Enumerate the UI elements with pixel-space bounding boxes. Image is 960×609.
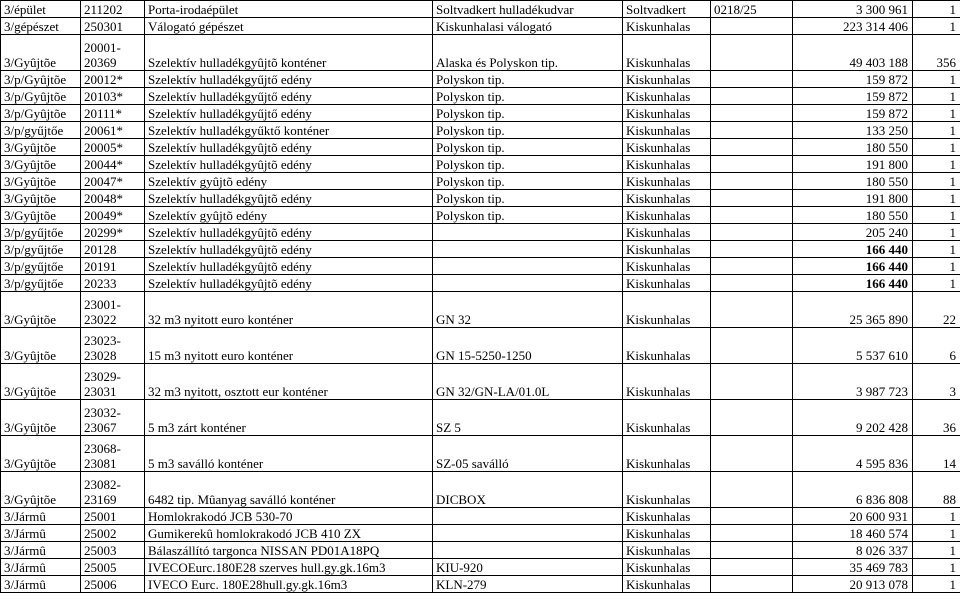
id-range-end: 23028 [84,348,117,363]
id-range-end: 23067 [84,420,117,435]
parcel-cell [711,508,793,525]
id-cell: 25001 [81,508,145,525]
description-cell: 32 m3 nyitott euro konténer [145,292,433,328]
type-cell [433,224,623,241]
location-cell: Kiskunhalas [623,122,711,139]
value-cell: 159 872 [793,88,913,105]
table-row [1,364,960,400]
location-cell: Kiskunhalas [623,258,711,275]
parcel-cell [711,559,793,576]
table-row [1,105,960,122]
category-cell: 3/épület [1,1,81,18]
parcel-cell [711,207,793,224]
parcel-cell [711,400,793,436]
type-cell: Polyskon tip. [433,156,623,173]
location-cell: Kiskunhalas [623,139,711,156]
category-cell: 3/Jármû [1,525,81,542]
description-cell: Porta-irodaépület [145,1,433,18]
location-cell: Kiskunhalas [623,525,711,542]
category-cell: 3/p/Gyûjtõe [1,88,81,105]
type-cell: Polyskon tip. [433,71,623,88]
id-cell: 211202 [81,1,145,18]
table-row [1,207,960,224]
id-cell: 25002 [81,525,145,542]
value-cell: 3 300 961 [793,1,913,18]
value-cell: 223 314 406 [793,18,913,35]
table-row [1,18,960,35]
category-cell: 3/Gyûjtõe [1,190,81,207]
parcel-cell [711,156,793,173]
location-cell: Kiskunhalas [623,559,711,576]
parcel-cell [711,525,793,542]
location-cell: Kiskunhalas [623,88,711,105]
type-cell: Polyskon tip. [433,105,623,122]
id-cell: 250301 [81,18,145,35]
parcel-cell [711,71,793,88]
parcel-cell [711,139,793,156]
quantity-cell: 14 [913,436,960,472]
description-cell: Szelektív hulladékgyûjtõ edény [145,190,433,207]
type-cell: Polyskon tip. [433,122,623,139]
value-cell: 180 550 [793,139,913,156]
type-cell [433,542,623,559]
parcel-cell [711,292,793,328]
category-cell: 3/Gyûjtõe [1,364,81,400]
location-cell: Kiskunhalas [623,436,711,472]
value-cell: 133 250 [793,122,913,139]
id-range-start: 23023- [84,333,121,348]
id-cell [81,292,145,328]
value-cell: 49 403 188 [793,35,913,71]
description-cell: IVECO Eurc. 180E28hull.gy.gk.16m3 [145,576,433,593]
table-row [1,400,960,436]
id-cell: 20012* [81,71,145,88]
id-range-start: 23029- [84,369,121,384]
type-cell: Kiskunhalasi válogató [433,18,623,35]
quantity-cell: 1 [913,122,960,139]
location-cell: Kiskunhalas [623,472,711,508]
quantity-cell: 88 [913,472,960,508]
quantity-cell: 1 [913,88,960,105]
description-cell: Szelektív gyûjtõ edény [145,207,433,224]
type-cell [433,275,623,292]
quantity-cell: 1 [913,224,960,241]
quantity-cell: 1 [913,18,960,35]
category-cell: 3/Gyûjtõe [1,35,81,71]
category-cell: 3/Gyûjtõe [1,472,81,508]
category-cell: 3/p/Gyûjtõe [1,105,81,122]
quantity-cell: 1 [913,525,960,542]
type-cell: GN 15-5250-1250 [433,328,623,364]
location-cell: Kiskunhalas [623,173,711,190]
category-cell: 3/Gyûjtõe [1,173,81,190]
table-row [1,328,960,364]
category-cell: 3/p/gyűjtőe [1,241,81,258]
table-row [1,472,960,508]
location-cell: Kiskunhalas [623,275,711,292]
id-range-end: 23081 [84,456,117,471]
value-cell: 191 800 [793,190,913,207]
id-cell: 20044* [81,156,145,173]
category-cell: 3/p/gyűjtőe [1,275,81,292]
parcel-cell [711,542,793,559]
type-cell: SZ 5 [433,400,623,436]
id-cell [81,400,145,436]
parcel-cell [711,88,793,105]
parcel-cell [711,364,793,400]
value-cell: 20 913 078 [793,576,913,593]
table-row [1,542,960,559]
value-cell: 6 836 808 [793,472,913,508]
location-cell: Kiskunhalas [623,156,711,173]
asset-table-body [1,1,960,593]
location-cell: Kiskunhalas [623,35,711,71]
table-row [1,71,960,88]
value-cell: 9 202 428 [793,400,913,436]
location-cell: Kiskunhalas [623,400,711,436]
value-cell: 205 240 [793,224,913,241]
quantity-cell: 1 [913,241,960,258]
description-cell: 5 m3 zárt konténer [145,400,433,436]
parcel-cell [711,122,793,139]
description-cell: 6482 tip. Mûanyag saválló konténer [145,472,433,508]
type-cell: Polyskon tip. [433,190,623,207]
parcel-cell [711,472,793,508]
id-cell [81,472,145,508]
table-row [1,525,960,542]
id-cell [81,364,145,400]
id-cell [81,35,145,71]
quantity-cell: 1 [913,1,960,18]
location-cell: Kiskunhalas [623,364,711,400]
table-row [1,292,960,328]
value-cell: 180 550 [793,207,913,224]
id-range-start: 20001- [84,40,121,55]
category-cell: 3/p/gyűjtőe [1,224,81,241]
description-cell: Szelektív hulladékgyûjtõ edény [145,139,433,156]
type-cell [433,258,623,275]
table-row [1,576,960,593]
description-cell: 32 m3 nyitott, osztott eur konténer [145,364,433,400]
location-cell: Kiskunhalas [623,190,711,207]
table-row [1,224,960,241]
id-cell: 20111* [81,105,145,122]
id-range-end: 23022 [84,312,117,327]
table-row [1,156,960,173]
value-cell: 180 550 [793,173,913,190]
location-cell: Kiskunhalas [623,18,711,35]
parcel-cell [711,190,793,207]
category-cell: 3/Jármû [1,559,81,576]
description-cell: Szelektív hulladékgyûjtõ edény [145,224,433,241]
table-row [1,1,960,18]
type-cell: Polyskon tip. [433,88,623,105]
id-cell [81,436,145,472]
table-row [1,275,960,292]
quantity-cell: 1 [913,508,960,525]
quantity-cell: 1 [913,207,960,224]
quantity-cell: 1 [913,559,960,576]
id-range-start: 23082- [84,477,121,492]
type-cell: KIU-920 [433,559,623,576]
parcel-cell [711,275,793,292]
table-row [1,122,960,139]
type-cell: GN 32 [433,292,623,328]
description-cell: 5 m3 saválló konténer [145,436,433,472]
type-cell: KLN-279 [433,576,623,593]
value-cell: 166 440 [793,275,913,292]
parcel-cell [711,258,793,275]
parcel-cell [711,436,793,472]
id-cell: 20103* [81,88,145,105]
location-cell: Kiskunhalas [623,241,711,258]
parcel-cell [711,105,793,122]
table-row [1,436,960,472]
location-cell: Kiskunhalas [623,328,711,364]
description-cell: Homlokrakodó JCB 530-70 [145,508,433,525]
location-cell: Kiskunhalas [623,71,711,88]
category-cell: 3/Gyûjtõe [1,436,81,472]
quantity-cell: 356 [913,35,960,71]
parcel-cell [711,18,793,35]
type-cell: GN 32/GN-LA/01.0L [433,364,623,400]
category-cell: 3/Jármû [1,508,81,525]
location-cell: Kiskunhalas [623,207,711,224]
type-cell [433,525,623,542]
id-cell: 20299* [81,224,145,241]
description-cell: Szelektív hulladékgyűktő konténer [145,122,433,139]
id-cell: 20049* [81,207,145,224]
type-cell: SZ-05 saválló [433,436,623,472]
description-cell: Bálaszállító targonca NISSAN PD01A18PQ [145,542,433,559]
value-cell: 159 872 [793,105,913,122]
description-cell: Szelektív hulladékgyűjtő edény [145,71,433,88]
value-cell: 4 595 836 [793,436,913,472]
category-cell: 3/gépészet [1,18,81,35]
type-cell: Soltvadkert hulladékudvar [433,1,623,18]
location-cell: Kiskunhalas [623,508,711,525]
value-cell: 159 872 [793,71,913,88]
value-cell: 5 537 610 [793,328,913,364]
parcel-cell [711,173,793,190]
id-cell: 20005* [81,139,145,156]
type-cell: Polyskon tip. [433,207,623,224]
id-cell: 20191 [81,258,145,275]
description-cell: Szelektív hulladékgyűjtő edény [145,88,433,105]
id-cell: 20048* [81,190,145,207]
id-cell: 20128 [81,241,145,258]
category-cell: 3/p/Gyûjtõe [1,71,81,88]
quantity-cell: 1 [913,576,960,593]
quantity-cell: 1 [913,156,960,173]
parcel-cell [711,241,793,258]
parcel-cell [711,328,793,364]
type-cell: Alaska és Polyskon tip. [433,35,623,71]
description-cell: IVECOEurc.180E28 szerves hull.gy.gk.16m3 [145,559,433,576]
category-cell: 3/Gyûjtõe [1,400,81,436]
table-row [1,139,960,156]
id-cell: 20047* [81,173,145,190]
type-cell: DICBOX [433,472,623,508]
category-cell: 3/Gyûjtõe [1,328,81,364]
value-cell: 25 365 890 [793,292,913,328]
table-row [1,88,960,105]
description-cell: Szelektív hulladékgyûjtõ edény [145,258,433,275]
id-range-end: 20369 [84,55,117,70]
category-cell: 3/Gyûjtõe [1,139,81,156]
quantity-cell: 1 [913,71,960,88]
description-cell: Válogató gépészet [145,18,433,35]
id-range-end: 23031 [84,384,117,399]
table-row [1,508,960,525]
location-cell: Kiskunhalas [623,542,711,559]
table-row [1,258,960,275]
value-cell: 191 800 [793,156,913,173]
quantity-cell: 22 [913,292,960,328]
id-cell: 20233 [81,275,145,292]
id-cell: 25006 [81,576,145,593]
id-cell [81,328,145,364]
parcel-cell [711,35,793,71]
id-cell: 25005 [81,559,145,576]
location-cell: Kiskunhalas [623,576,711,593]
id-range-start: 23001- [84,297,121,312]
id-cell: 20061* [81,122,145,139]
quantity-cell: 1 [913,275,960,292]
location-cell: Kiskunhalas [623,224,711,241]
type-cell: Polyskon tip. [433,139,623,156]
type-cell [433,241,623,258]
quantity-cell: 1 [913,190,960,207]
category-cell: 3/Jármû [1,576,81,593]
location-cell: Kiskunhalas [623,292,711,328]
id-range-start: 23032- [84,405,121,420]
id-range-end: 23169 [84,492,117,507]
value-cell: 20 600 931 [793,508,913,525]
location-cell: Soltvadkert [623,1,711,18]
quantity-cell: 36 [913,400,960,436]
category-cell: 3/Jármû [1,542,81,559]
description-cell: 15 m3 nyitott euro konténer [145,328,433,364]
description-cell: Szelektív gyûjtõ edény [145,173,433,190]
quantity-cell: 6 [913,328,960,364]
description-cell: Szelektív hulladékgyűjtő edény [145,105,433,122]
value-cell: 166 440 [793,258,913,275]
quantity-cell: 1 [913,105,960,122]
id-range-start: 23068- [84,441,121,456]
category-cell: 3/Gyûjtõe [1,156,81,173]
description-cell: Szelektív hulladékgyûjtõ edény [145,156,433,173]
parcel-cell: 0218/25 [711,1,793,18]
category-cell: 3/Gyûjtõe [1,207,81,224]
description-cell: Gumikerekû homlokrakodó JCB 410 ZX [145,525,433,542]
quantity-cell: 1 [913,258,960,275]
quantity-cell: 1 [913,542,960,559]
parcel-cell [711,224,793,241]
value-cell: 3 987 723 [793,364,913,400]
type-cell: Polyskon tip. [433,173,623,190]
category-cell: 3/p/gyűjtőe [1,258,81,275]
value-cell: 8 026 337 [793,542,913,559]
category-cell: 3/p/gyűjtőe [1,122,81,139]
description-cell: Szelektív hulladékgyûjtõ edény [145,241,433,258]
quantity-cell: 1 [913,139,960,156]
table-row [1,190,960,207]
table-row [1,559,960,576]
quantity-cell: 3 [913,364,960,400]
location-cell: Kiskunhalas [623,105,711,122]
description-cell: Szelektív hulladékgyûjtõ konténer [145,35,433,71]
value-cell: 18 460 574 [793,525,913,542]
category-cell: 3/Gyûjtõe [1,292,81,328]
table-row [1,241,960,258]
value-cell: 35 469 783 [793,559,913,576]
table-row [1,35,960,71]
type-cell [433,508,623,525]
value-cell: 166 440 [793,241,913,258]
description-cell: Szelektív hulladékgyûjtõ edény [145,275,433,292]
table-row [1,173,960,190]
parcel-cell [711,576,793,593]
quantity-cell: 1 [913,173,960,190]
id-cell: 25003 [81,542,145,559]
